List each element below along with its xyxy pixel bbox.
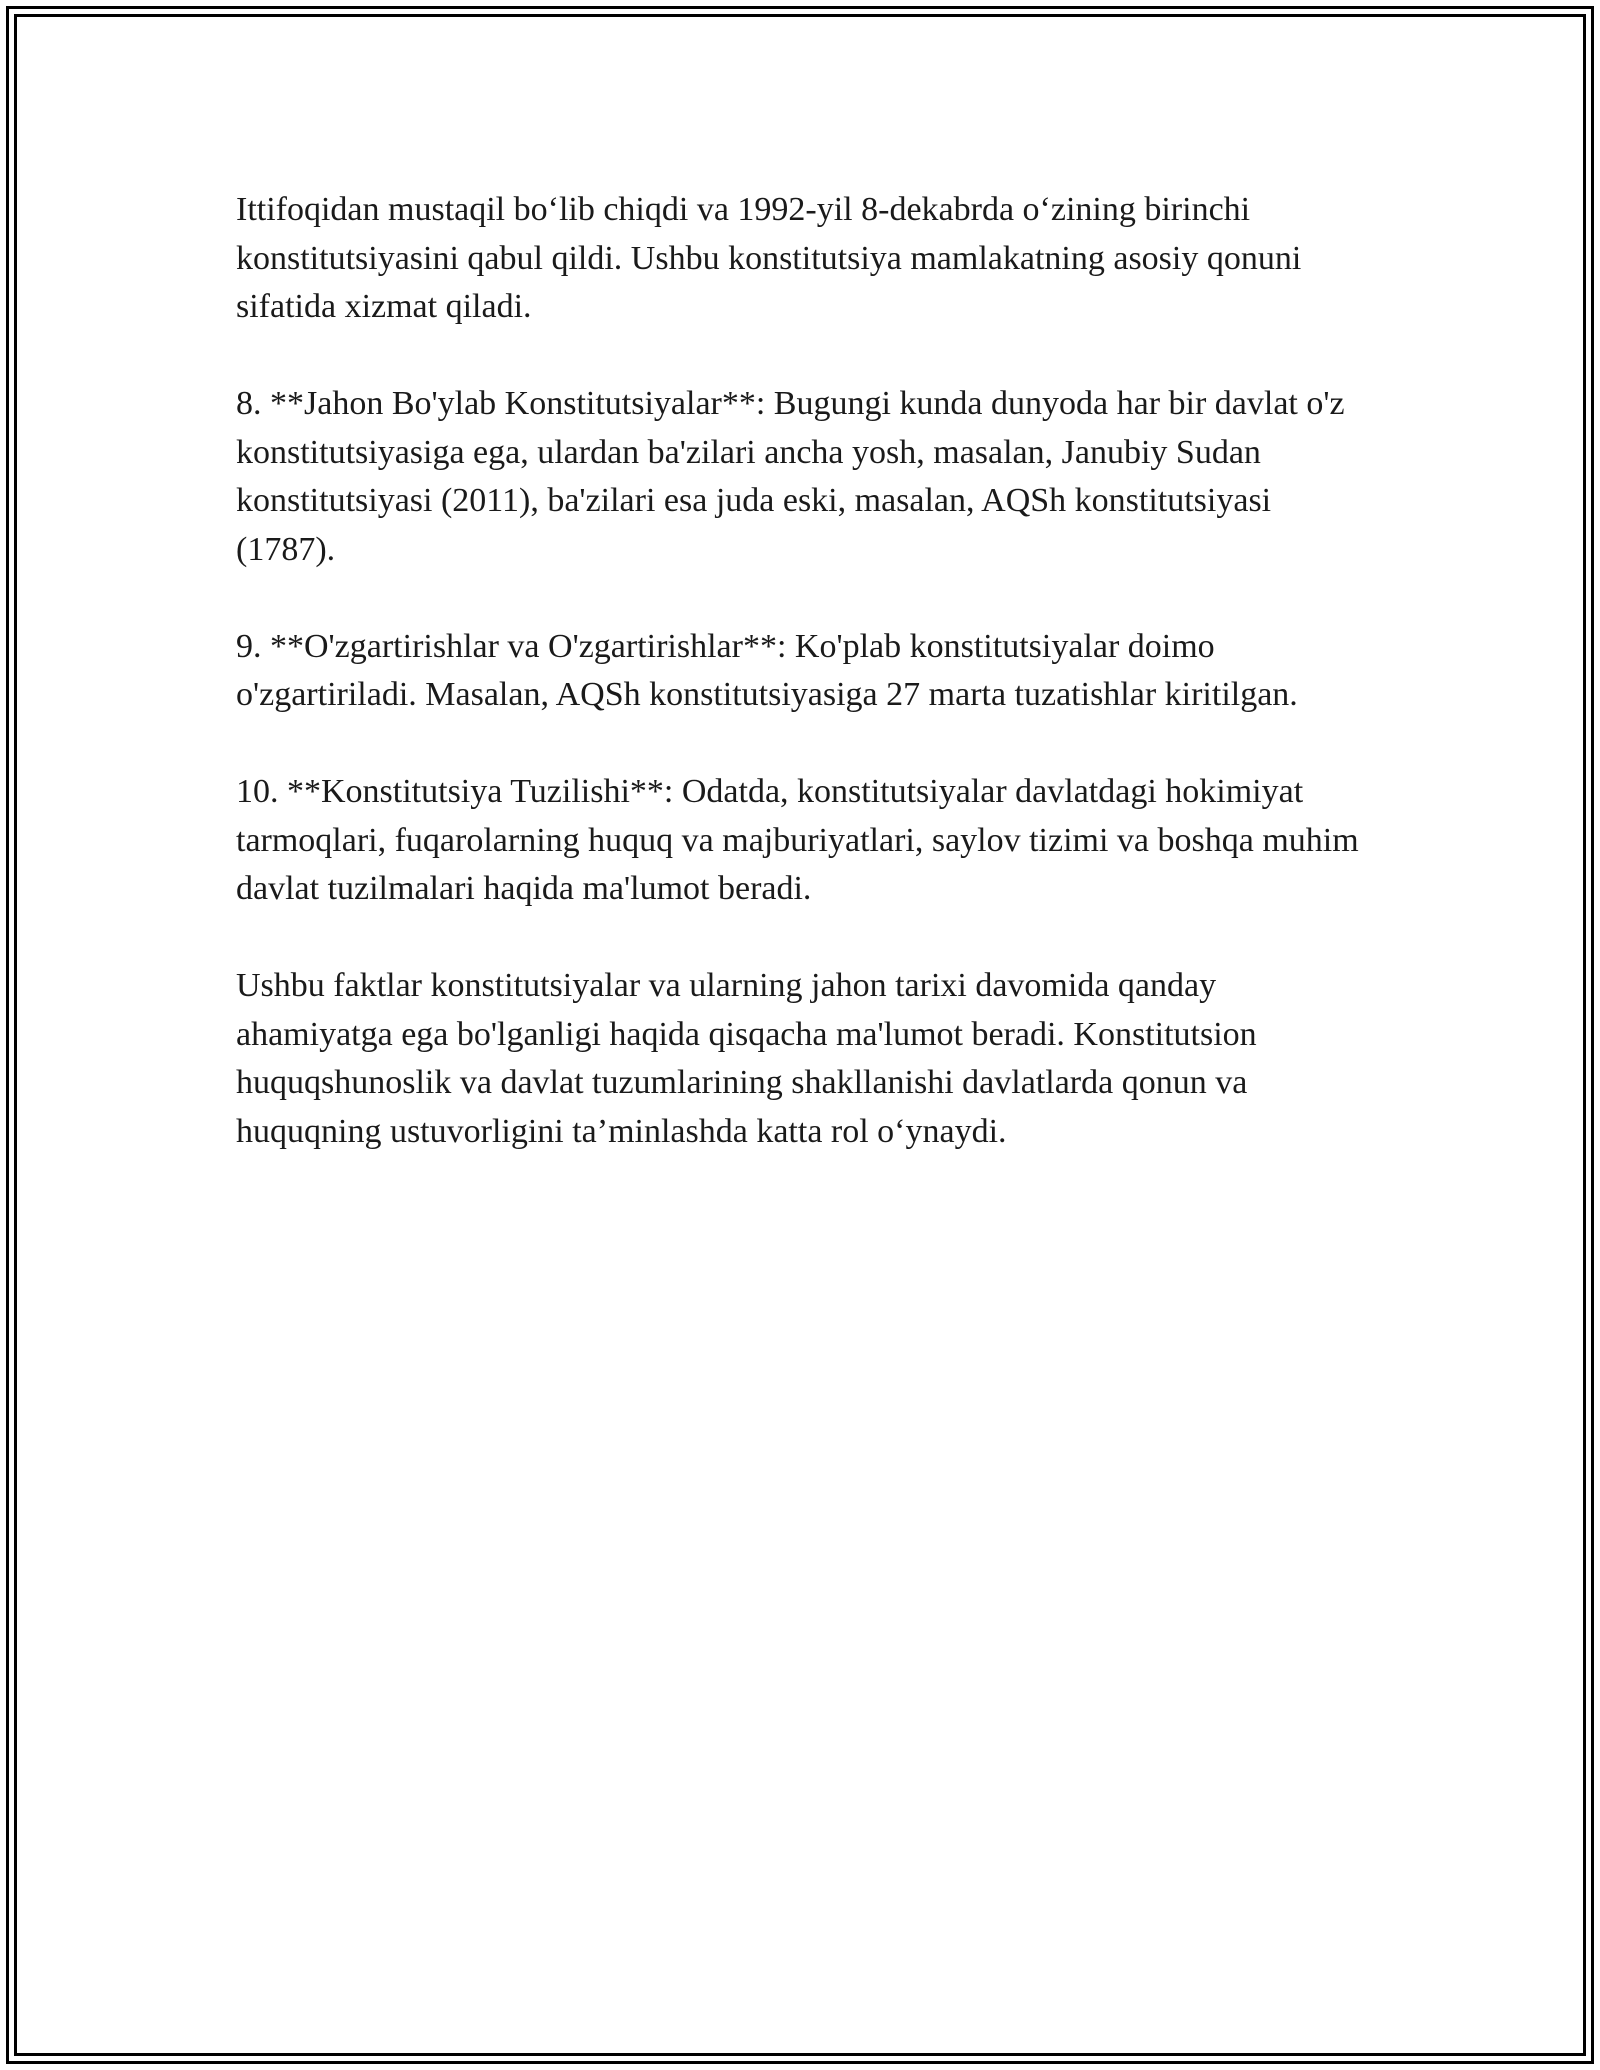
- paragraph-continuation: Ittifoqidan mustaqil bo‘lib chiqdi va 1992-yil 8-dekabrda o‘zining birinchi konstitutsiyasini qabul qildi. Ushbu konstitutsiya mamlakatning asosiy qonuni sifatida xizmat qiladi.: [236, 191, 1302, 325]
- paragraph-conclusion: Ushbu faktlar konstitutsiyalar va ularning jahon tarixi davomida qanday ahamiyatga ega bo'lganligi haqida qisqacha ma'lumot beradi. Konstitutsion huquqshunoslik va davlat tuzumlarining shakllanishi davlatlarda qonun va huquqning ustuvorligini ta’minlashda katta rol o‘ynaydi.: [236, 967, 1257, 1150]
- paragraph-item-9: 9. **O'zgartirishlar va O'zgartirishlar**: Ko'plab konstitutsiyalar doimo o'zgartiriladi. Masalan, AQSh konstitutsiyasiga 27 marta tuzatishlar kiritilgan.: [236, 627, 1298, 713]
- paragraph-item-8: 8. **Jahon Bo'ylab Konstitutsiyalar**: Bugungi kunda dunyoda har bir davlat o'z konstitutsiyasiga ega, ulardan ba'zilari ancha yosh, masalan, Janubiy Sudan konstitutsiyasi (2011), ba'zilari esa juda eski, masalan, AQSh konstitutsiyasi (1787).: [236, 385, 1345, 568]
- paragraph-item-10: 10. **Konstitutsiya Tuzilishi**: Odatda, konstitutsiyalar davlatdagi hokimiyat tarmoqlari, fuqarolarning huquq va majburiyatlari, saylov tizimi va boshqa muhim davlat tuzilmalari haqida ma'lumot beradi.: [236, 773, 1359, 907]
- document-body: [236, 186, 1376, 1205]
